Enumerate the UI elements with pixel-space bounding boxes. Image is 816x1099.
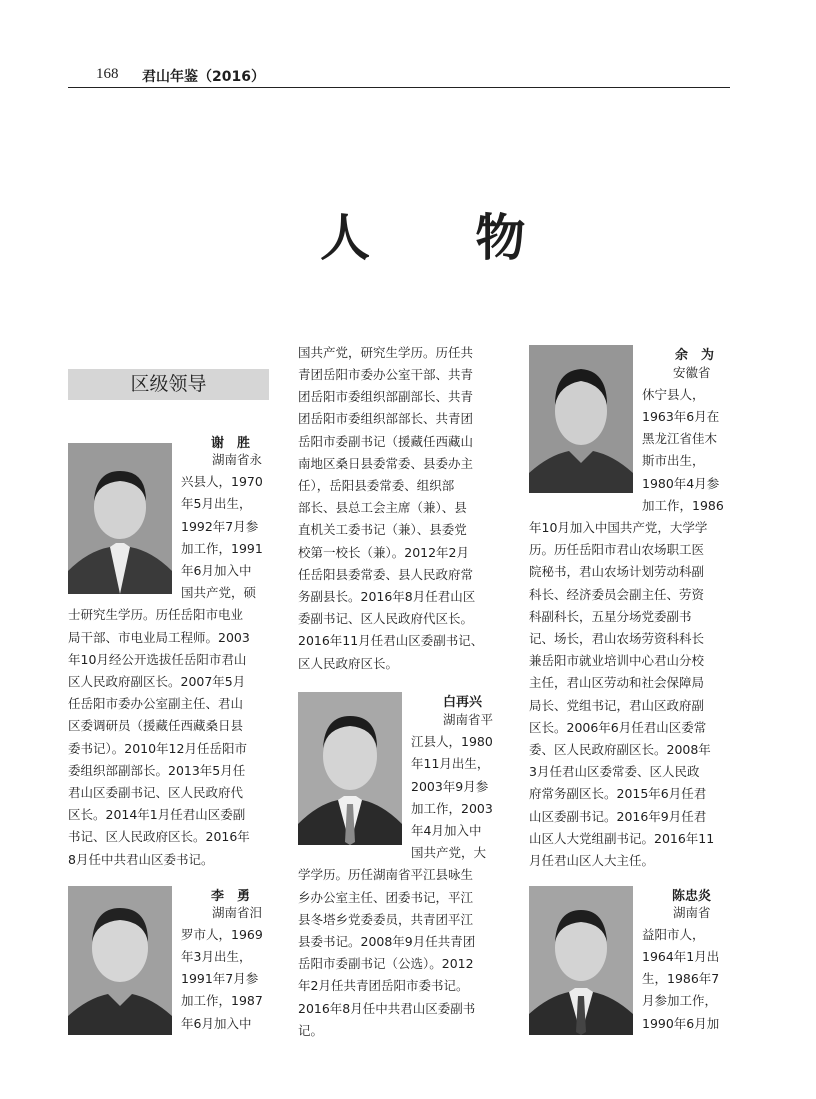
- bio-line: 年2月任共青团岳阳市委书记。: [298, 978, 469, 993]
- person-name: 白再兴: [443, 695, 483, 710]
- portrait-chen-zhongyan: [529, 886, 633, 1035]
- bio-line: 1964年1月出: [642, 949, 720, 964]
- person-name: 谢 胜: [211, 436, 251, 451]
- bio-line: 区长。2006年6月任君山区委常: [529, 720, 707, 735]
- bio-line: 局干部、市电业局工程师。2003: [68, 630, 250, 645]
- bio-line: 士研究生学历。历任岳阳市电业: [68, 607, 244, 622]
- bio-line: 1990年6月加: [642, 1016, 720, 1031]
- bio-line: 2016年11月任君山区委副书记、: [298, 633, 484, 648]
- bio-line: 南地区桑日县委常委、县委办主: [298, 456, 474, 471]
- bio-line: 年6月加入中: [181, 1016, 252, 1031]
- bio-line: 休宁县人，: [642, 387, 705, 402]
- bio-line: 团岳阳市委组织部部长、共青团: [298, 411, 474, 426]
- bio-line: 乡办公室主任、团委书记，平江: [298, 890, 474, 905]
- bio-line: 生，1986年7: [642, 971, 720, 986]
- bio-line: 罗市人，1969: [181, 927, 263, 942]
- bio-line: 年4月加入中: [411, 823, 482, 838]
- bio-line: 年5月出生，: [181, 496, 252, 511]
- bio-line: 岳阳市委副书记（援藏任西藏山: [298, 434, 474, 449]
- bio-line: 县冬塔乡党委委员，共青团平江: [298, 912, 474, 927]
- bio-line: 1991年7月参: [181, 971, 259, 986]
- bio-line: 8月任中共君山区委书记。: [68, 852, 214, 867]
- bio-line: 2003年9月参: [411, 779, 489, 794]
- bio-line: 学学历。历任湖南省平江县咏生: [298, 867, 474, 882]
- bio-line: 山区委副书记。2016年9月任君: [529, 809, 707, 824]
- bio-line: 任），岳阳县委常委、组织部: [298, 478, 455, 493]
- bio-line: 月参加工作，: [642, 993, 718, 1008]
- person-name: 李 勇: [211, 889, 251, 904]
- bio-line: 委书记）。2010年12月任岳阳市: [68, 741, 247, 756]
- bio-line: 国共产党，研究生学历。历任共: [298, 345, 474, 360]
- bio-line: 1963年6月在: [642, 409, 720, 424]
- bio-line: 加工作，1986: [642, 498, 724, 513]
- bio-line: 黑龙江省佳木: [642, 431, 718, 446]
- bio-line: 年10月经公开选拔任岳阳市君山: [68, 652, 247, 667]
- person-name: 余 为: [675, 348, 715, 363]
- bio-line: 1992年7月参: [181, 519, 259, 534]
- bio-line: 记、场长，君山农场劳资科科长: [529, 631, 705, 646]
- bio-line: 江县人，1980: [411, 734, 493, 749]
- bio-line: 山区人大党组副书记。2016年11: [529, 831, 715, 846]
- bio-line: 书记、区人民政府区长。2016年: [68, 829, 250, 844]
- bio-line: 直机关工委书记（兼）、县委党: [298, 522, 467, 537]
- bio-line: 湖南省平: [443, 712, 494, 727]
- bio-line: 年3月出生，: [181, 949, 252, 964]
- bio-line: 记。: [298, 1023, 324, 1038]
- bio-line: 岳阳市委副书记（公选）。2012: [298, 956, 474, 971]
- bio-line: 斯市出生，: [642, 453, 705, 468]
- bio-line: 国共产党，硕: [181, 585, 257, 600]
- section-title: 人 物: [320, 208, 570, 267]
- bio-line: 历。历任岳阳市君山农场职工医: [529, 542, 705, 557]
- bio-line: 兴县人，1970: [181, 474, 263, 489]
- bio-line: 委组织部副部长。2013年5月任: [68, 763, 246, 778]
- bio-line: 加工作，2003: [411, 801, 493, 816]
- bio-line: 青团岳阳市委办公室干部、共青: [298, 367, 474, 382]
- portrait-li-yong: [68, 886, 172, 1035]
- bio-line: 湖南省: [673, 905, 711, 920]
- category-banner: 区级领导: [68, 369, 269, 400]
- portrait-bai-zaixing: [298, 692, 402, 845]
- bio-line: 科副科长，五星分场党委副书: [529, 609, 692, 624]
- bio-line: 月任君山区人大主任。: [529, 853, 655, 868]
- bio-line: 校第一校长（兼）。2012年2月: [298, 545, 470, 560]
- bio-line: 任岳阳县委常委、县人民政府常: [298, 567, 474, 582]
- bio-line: 区人民政府副区长。2007年5月: [68, 674, 246, 689]
- bio-line: 县委书记。2008年9月任共青团: [298, 934, 476, 949]
- bio-line: 部长、县总工会主席（兼）、县: [298, 500, 467, 515]
- bio-line: 兼岳阳市就业培训中心君山分校: [529, 653, 705, 668]
- bio-line: 湖南省汨: [212, 905, 263, 920]
- page-number: 168: [96, 66, 119, 82]
- bio-line: 君山区委副书记、区人民政府代: [68, 785, 244, 800]
- person-name: 陈忠炎: [672, 889, 712, 904]
- bio-line: 局长、党组书记，君山区政府副: [529, 698, 705, 713]
- bio-line: 委、区人民政府副区长。2008年: [529, 742, 711, 757]
- bio-line: 府常务副区长。2015年6月任君: [529, 786, 707, 801]
- bio-line: 1980年4月参: [642, 476, 720, 491]
- bio-line: 团岳阳市委组织部副部长、共青: [298, 389, 474, 404]
- bio-line: 务副县长。2016年8月任君山区: [298, 589, 476, 604]
- bio-line: 益阳市人，: [642, 927, 705, 942]
- bio-line: 科长、经济委员会副主任、劳资: [529, 587, 705, 602]
- book-title: 君山年鉴（2016）: [142, 69, 265, 85]
- bio-line: 区人民政府区长。: [298, 656, 399, 671]
- bio-line: 委副书记、区人民政府代区长。: [298, 611, 474, 626]
- bio-line: 区委调研员（援藏任西藏桑日县: [68, 718, 244, 733]
- portrait-xie-sheng: [68, 443, 172, 594]
- bio-line: 年11月出生，: [411, 756, 490, 771]
- bio-line: 加工作，1991: [181, 541, 263, 556]
- bio-line: 安徽省: [673, 365, 711, 380]
- bio-line: 2016年8月任中共君山区委副书: [298, 1001, 476, 1016]
- bio-line: 院秘书，君山农场计划劳动科副: [529, 564, 705, 579]
- bio-line: 国共产党，大: [411, 845, 487, 860]
- bio-line: 加工作，1987: [181, 993, 263, 1008]
- bio-line: 湖南省永: [212, 452, 263, 467]
- bio-line: 年10月加入中国共产党，大学学: [529, 520, 708, 535]
- bio-line: 区长。2014年1月任君山区委副: [68, 807, 246, 822]
- bio-line: 主任，君山区劳动和社会保障局: [529, 675, 705, 690]
- bio-line: 年6月加入中: [181, 563, 252, 578]
- bio-line: 任岳阳市委办公室副主任、君山: [68, 696, 244, 711]
- portrait-yu-wei: [529, 345, 633, 493]
- running-header: [68, 66, 730, 88]
- bio-line: 3月任君山区委常委、区人民政: [529, 764, 700, 779]
